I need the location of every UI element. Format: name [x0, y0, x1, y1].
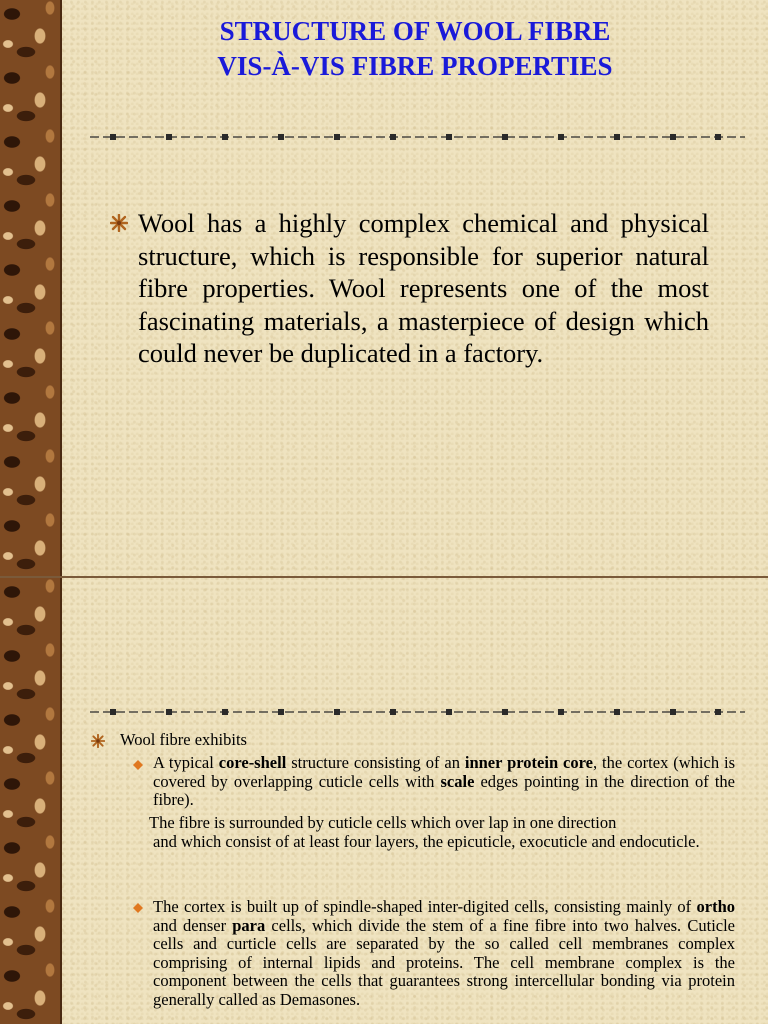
dashed-divider	[90, 706, 745, 718]
border-edge	[60, 0, 62, 578]
bold-term: ortho	[696, 897, 735, 916]
border-edge	[60, 578, 62, 1024]
asterisk-star-icon	[110, 214, 128, 232]
dashed-divider	[90, 131, 745, 143]
text-run: A typical	[153, 753, 219, 772]
text-line: The fibre is surrounded by cuticle cells which over lap in one direction	[149, 813, 617, 832]
diamond-icon	[133, 903, 143, 913]
text-run: and which consist of at least four layers, the epicuticle, exocuticle and endocuticle.	[153, 831, 700, 851]
main-bullet-text: Wool has a highly complex chemical and physical structure, which is responsible for superior natural fibre properties. Wool represents one of the most fascinating materials, a masterpiece of design which could never be duplicated in a factory.	[138, 208, 709, 369]
text-run: , the cortex (which is covered by overlapping cuticle cells with	[153, 753, 735, 791]
diamond-icon	[133, 760, 143, 770]
text-run: and denser	[153, 915, 233, 935]
decorative-border	[0, 0, 60, 578]
text-run: edges pointing in the direction of the fibre).	[153, 771, 736, 810]
bold-term: para	[232, 915, 266, 935]
slide-2	[0, 578, 768, 1024]
title-line-2: VIS-À-VIS FIBRE PROPERTIES	[217, 51, 613, 81]
bold-term: inner protein core	[464, 753, 593, 772]
slide-title	[62, 14, 768, 84]
paragraph-cuticle	[149, 814, 735, 851]
bold-term: scale	[440, 771, 475, 791]
text-run: The cortex is built up of spindle-shaped inter-digited cells, consisting mainly of	[153, 897, 697, 916]
paragraph-cortex	[153, 898, 735, 1010]
decorative-border	[0, 578, 60, 1024]
title-line-1: STRUCTURE OF WOOL FIBRE	[219, 16, 611, 46]
section-heading: Wool fibre exhibits	[120, 730, 247, 749]
text-run: cells, which divide the stem of a fine fibre into two halves. Cuticle cells and curticle cells are separated by the so called cell membranes complex comprising of internal lipids and proteins. The cell membrane complex is the component between the cells that guarantees strong intercellular bonding via protein generally called as Demasones.	[153, 915, 736, 1009]
paragraph-core-shell	[153, 754, 735, 810]
bold-term: core-shell	[218, 753, 287, 772]
asterisk-star-icon	[91, 734, 105, 748]
text-run: structure consisting of an	[286, 753, 465, 772]
